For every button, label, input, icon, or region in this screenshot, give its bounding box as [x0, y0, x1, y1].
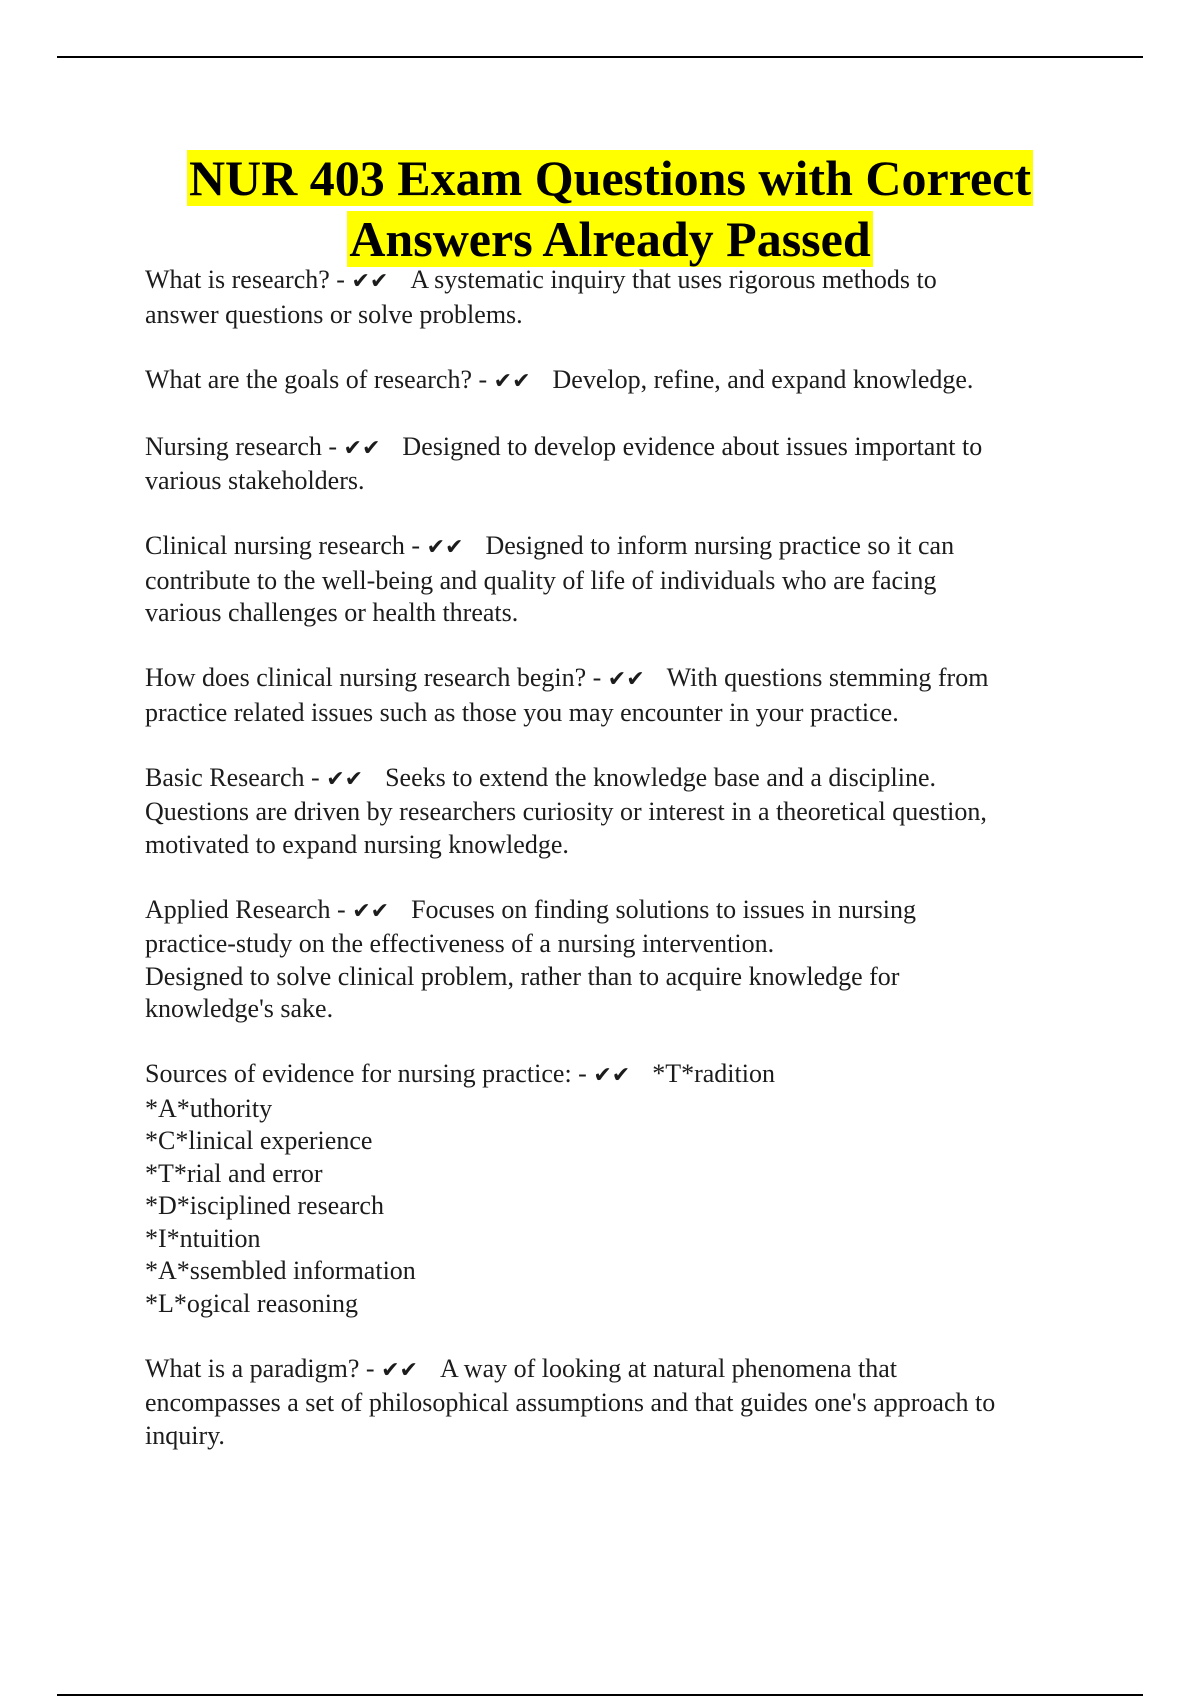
answer-text: Questions are driven by researchers curiosity or interest in a theoretical question, — [145, 797, 987, 826]
question-text: What are the goals of research? — [145, 364, 472, 394]
answer-line — [145, 597, 1085, 630]
answer-text: *A*ssembled information — [145, 1256, 416, 1285]
answer-text: *T*radition — [652, 1059, 775, 1088]
separator: - — [330, 894, 353, 924]
qa-entry — [145, 264, 1085, 331]
qa-entry — [145, 364, 1085, 399]
answer-line — [145, 299, 1085, 332]
qa-first-line — [145, 662, 1085, 697]
document-title — [145, 148, 1075, 270]
double-check-icon: ✔✔ — [607, 667, 645, 692]
answer-line — [145, 1420, 1085, 1453]
answer-text: Seeks to extend the knowledge base and a discipline. — [385, 762, 936, 792]
qa-entry — [145, 762, 1085, 862]
answer-text: encompasses a set of philosophical assumptions and that guides one's approach to — [145, 1388, 996, 1417]
qa-entry — [145, 1058, 1085, 1320]
answer-line — [145, 829, 1085, 862]
answer-text: practice related issues such as those you may encounter in your practice. — [145, 697, 899, 727]
separator: - — [571, 1059, 594, 1088]
answer-line — [145, 1387, 1085, 1420]
answer-text: knowledge's sake. — [145, 994, 334, 1023]
answer-text: *T*rial and error — [145, 1158, 323, 1188]
qa-first-line — [145, 264, 1085, 299]
top-divider — [57, 56, 1143, 58]
question-text: What is a paradigm? — [145, 1353, 360, 1383]
answer-line — [145, 1255, 1085, 1288]
answer-line — [145, 961, 1085, 994]
question-text: Applied Research — [145, 894, 331, 924]
double-check-icon: ✔✔ — [326, 766, 364, 792]
answer-text: With questions stemming from — [666, 663, 989, 692]
answer-text: motivated to expand nursing knowledge. — [145, 829, 569, 859]
answer-line — [145, 796, 1085, 829]
answer-text: Designed to develop evidence about issues important to — [402, 431, 983, 461]
answer-line — [145, 565, 1085, 598]
answer-text: inquiry. — [145, 1420, 225, 1450]
double-check-icon: ✔✔ — [381, 1357, 418, 1383]
answer-text: *L*ogical reasoning — [145, 1288, 358, 1318]
qa-entry — [145, 894, 1085, 1026]
qa-first-line — [145, 1058, 1085, 1093]
separator: - — [586, 663, 608, 692]
qa-first-line — [145, 530, 1085, 565]
answer-line — [145, 928, 1085, 961]
answer-text: Designed to solve clinical problem, rather than to acquire knowledge for — [145, 961, 900, 991]
answer-text: Focuses on finding solutions to issues in nursing — [411, 894, 916, 924]
answer-line — [145, 1125, 1085, 1158]
bottom-divider — [57, 1694, 1143, 1696]
qa-entry — [145, 1353, 1085, 1453]
separator: - — [304, 762, 327, 792]
separator: - — [329, 265, 352, 294]
answer-text: *I*ntuition — [145, 1223, 261, 1253]
answer-text: practice-study on the effectiveness of a nursing intervention. — [145, 929, 775, 958]
answer-text: answer questions or solve problems. — [145, 299, 523, 329]
title-line-1: NUR 403 Exam Questions with Correct — [188, 150, 1032, 206]
qa-entry — [145, 431, 1085, 498]
double-check-icon: ✔✔ — [493, 368, 531, 394]
answer-line — [145, 697, 1085, 730]
qa-entry — [145, 662, 1085, 729]
answer-text: various challenges or health threats. — [145, 598, 519, 627]
answer-line — [145, 1093, 1085, 1126]
question-text: What is research? — [145, 265, 330, 294]
title-text — [145, 148, 1075, 270]
answer-text: various stakeholders. — [145, 466, 365, 495]
title-line-2: Answers Already Passed — [349, 211, 871, 267]
separator: - — [404, 531, 427, 560]
separator: - — [359, 1353, 382, 1383]
double-check-icon: ✔✔ — [351, 269, 389, 294]
question-text: Clinical nursing research — [145, 531, 405, 560]
answer-text: *C*linical experience — [145, 1126, 373, 1155]
answer-line — [145, 1223, 1085, 1256]
question-text: Sources of evidence for nursing practice: — [145, 1059, 572, 1088]
double-check-icon: ✔✔ — [343, 435, 381, 461]
answer-text: A systematic inquiry that uses rigorous methods to — [410, 265, 937, 294]
answer-line — [145, 1288, 1085, 1321]
answer-text: Develop, refine, and expand knowledge. — [552, 364, 974, 394]
qa-first-line — [145, 1353, 1085, 1388]
qa-first-line — [145, 894, 1085, 929]
question-text: Basic Research — [145, 762, 305, 792]
separator: - — [321, 431, 344, 461]
separator: - — [471, 364, 494, 394]
answer-text: A way of looking at natural phenomena that — [439, 1353, 898, 1383]
qa-entry — [145, 530, 1085, 630]
answer-line — [145, 993, 1085, 1026]
qa-first-line — [145, 364, 1085, 399]
answer-text: contribute to the well-being and quality of life of individuals who are facing — [145, 565, 937, 595]
qa-first-line — [145, 762, 1085, 797]
answer-text: *D*isciplined research — [145, 1191, 384, 1220]
double-check-icon: ✔✔ — [593, 1063, 631, 1088]
question-text: Nursing research — [145, 431, 322, 461]
qa-first-line — [145, 431, 1085, 466]
qa-list — [145, 264, 1085, 1485]
answer-text: Designed to inform nursing practice so it can — [485, 531, 955, 560]
answer-text: *A*uthority — [145, 1093, 273, 1123]
answer-line — [145, 465, 1085, 498]
question-text: How does clinical nursing research begin? — [145, 663, 587, 692]
double-check-icon: ✔✔ — [352, 898, 390, 924]
answer-line — [145, 1190, 1085, 1223]
double-check-icon: ✔✔ — [426, 535, 464, 560]
answer-line — [145, 1158, 1085, 1191]
